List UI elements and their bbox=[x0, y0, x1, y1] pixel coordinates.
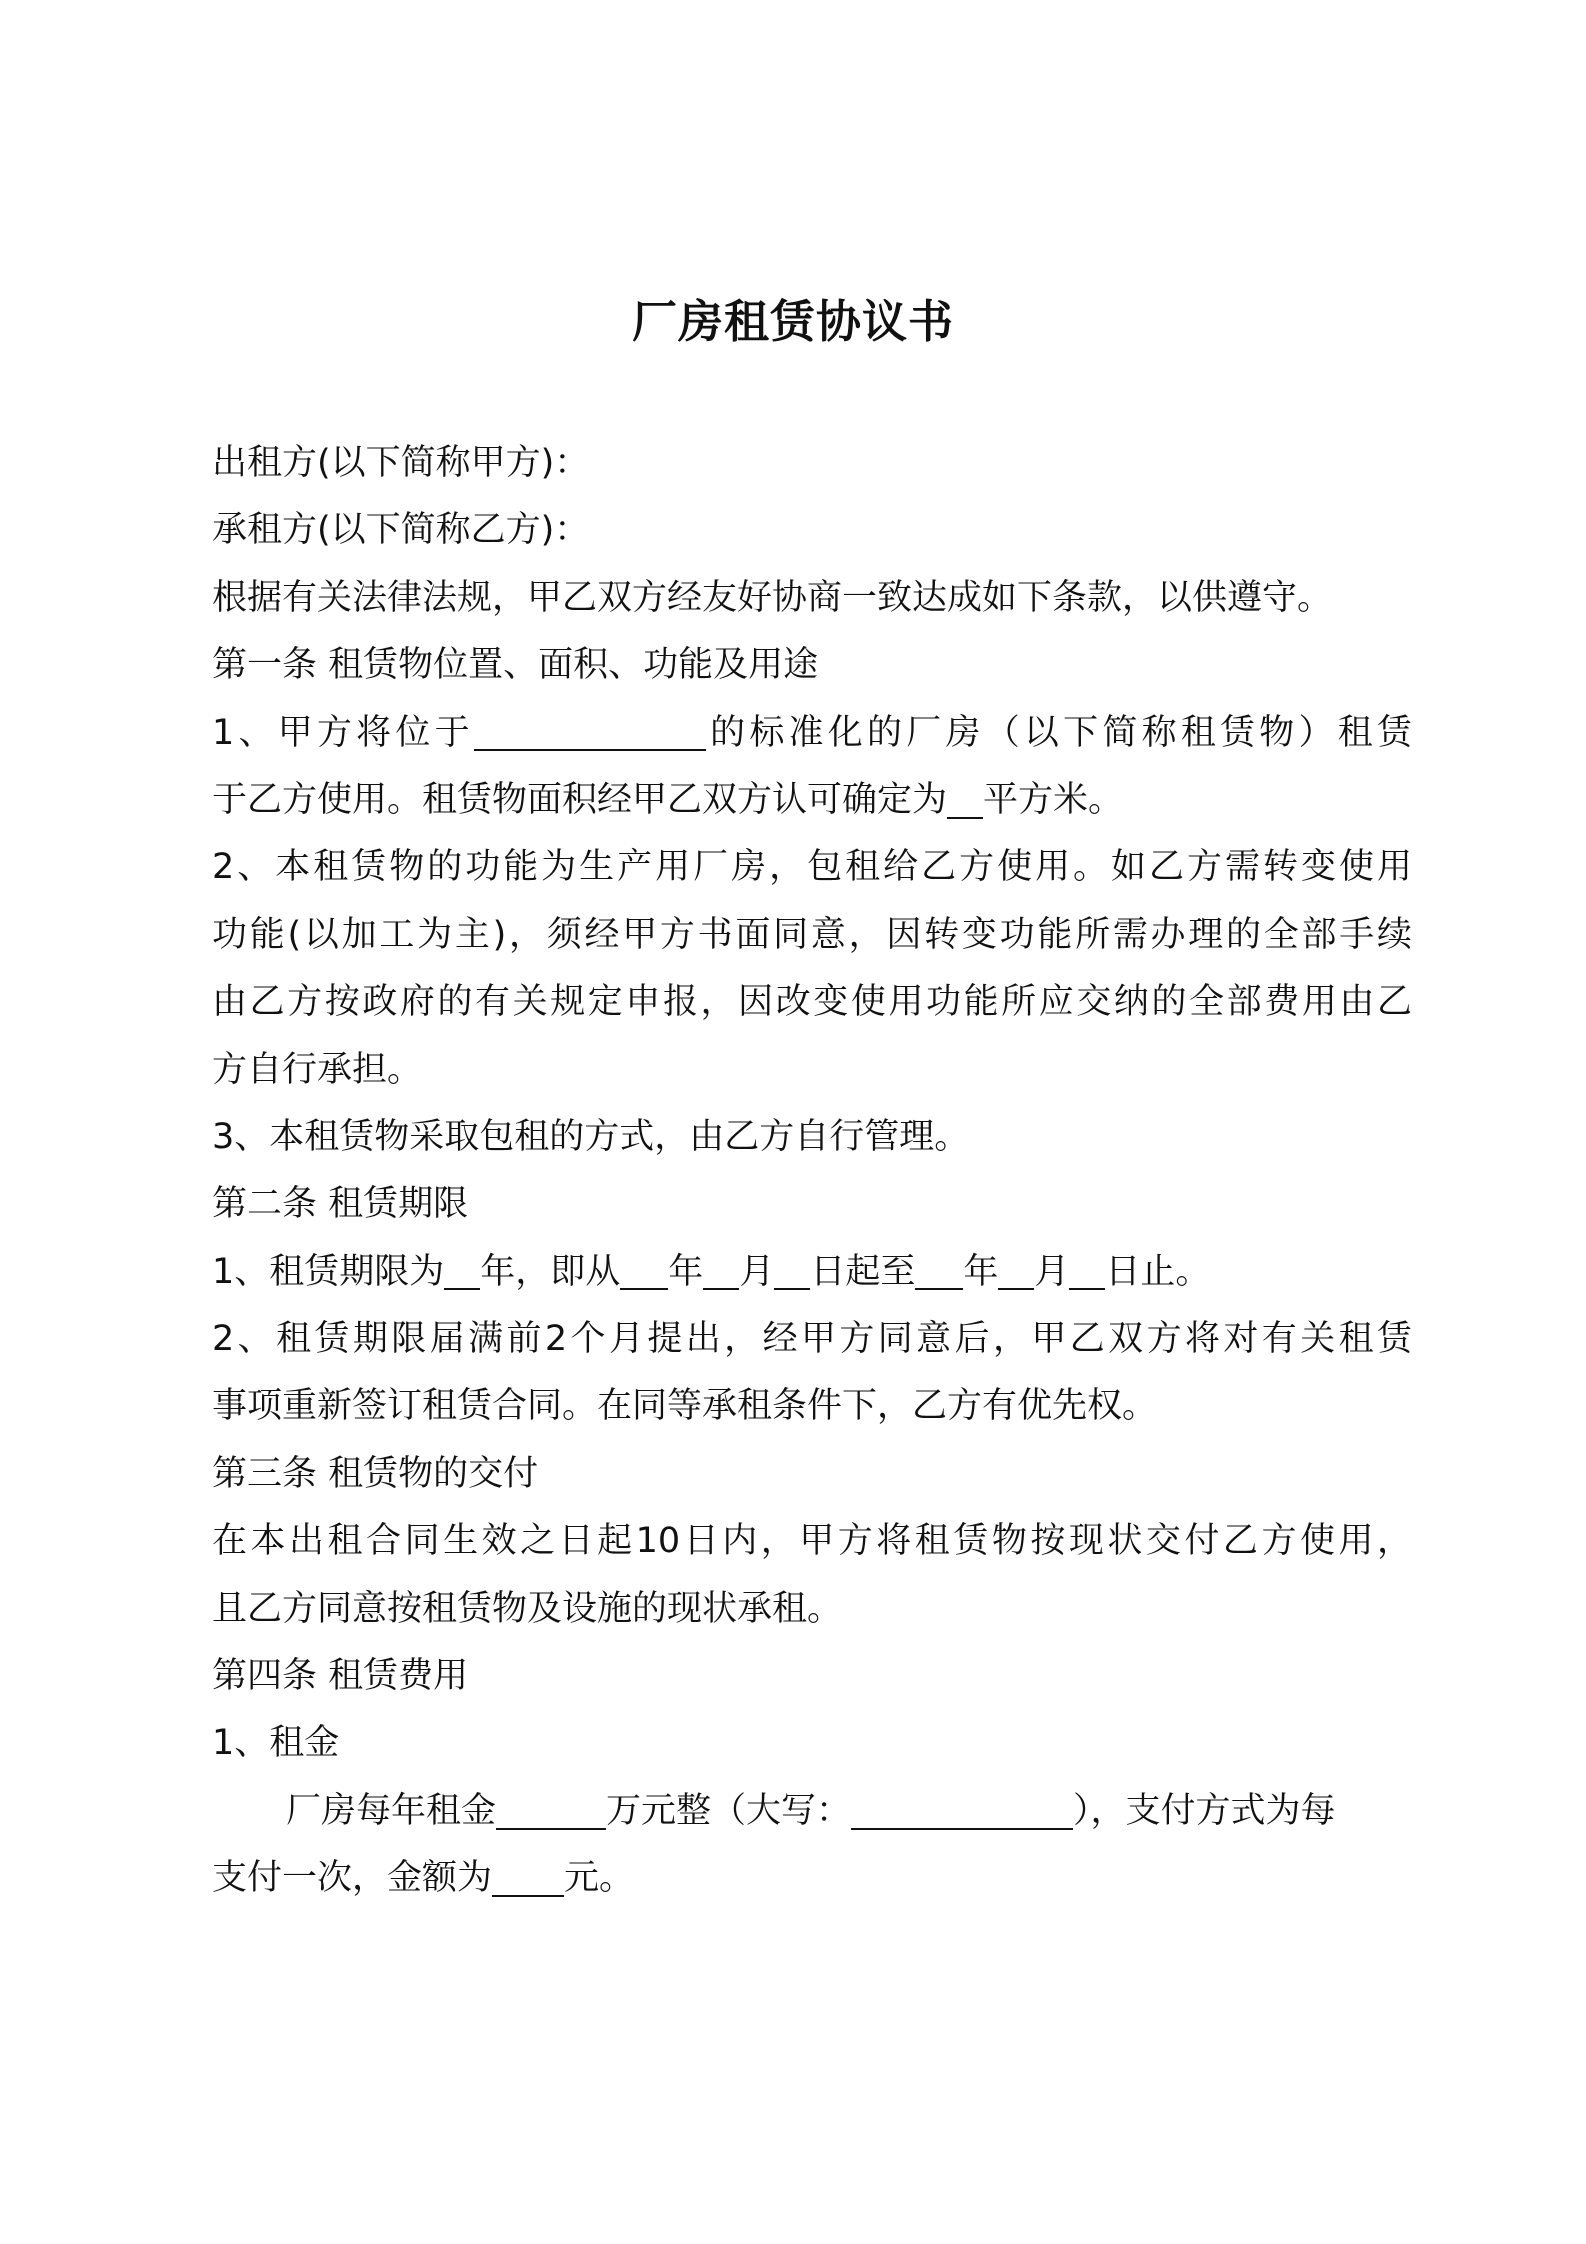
text-span: 的标准化的厂房（以下简称租赁物）租赁 bbox=[705, 712, 1412, 753]
preamble-line: 根据有关法律法规，甲乙双方经友好协商一致达成如下条款，以供遵守。 bbox=[212, 577, 1333, 618]
text-span: 1、甲方将位于 bbox=[212, 712, 474, 753]
term-years-blank bbox=[444, 1252, 480, 1291]
article-1-clause-1-line-1 bbox=[212, 700, 1412, 767]
lessor-line: 出租方(以下简称甲方)： bbox=[212, 443, 590, 483]
start-year-blank bbox=[620, 1252, 668, 1291]
text-span: 日止。 bbox=[1105, 1251, 1211, 1292]
text-span: 日起至 bbox=[810, 1251, 916, 1292]
text-span: 于乙方使用。租赁物面积经甲乙双方认可确定为 bbox=[212, 779, 948, 820]
article-2-clause-1 bbox=[212, 1239, 1412, 1306]
article-2-clause-2-line-2: 事项重新签订租赁合同。在同等承租条件下，乙方有优先权。 bbox=[212, 1386, 1158, 1427]
text-span: 月 bbox=[1034, 1251, 1070, 1292]
article-1-clause-2-line-1: 2、本租赁物的功能为生产用厂房，包租给乙方使用。如乙方需转变使用 bbox=[212, 847, 1412, 888]
document-title: 厂房租赁协议书 bbox=[631, 295, 954, 348]
end-year-blank bbox=[915, 1252, 963, 1291]
article-4-sub-1: 1、租金 bbox=[212, 1723, 340, 1764]
article-1-clause-1-line-2 bbox=[212, 767, 1412, 834]
text-span: 平方米。 bbox=[983, 779, 1124, 820]
end-day-blank bbox=[1069, 1252, 1105, 1291]
article-3-line-2: 且乙方同意按租赁物及设施的现状承租。 bbox=[212, 1588, 843, 1629]
lessee-line: 承租方(以下简称乙方)： bbox=[212, 510, 590, 551]
rent-in-words-blank bbox=[851, 1791, 1073, 1830]
document-body bbox=[212, 430, 1412, 1913]
text-span: 1、租赁期限为 bbox=[212, 1251, 445, 1292]
rent-line-2 bbox=[212, 1845, 1412, 1912]
article-1-clause-2-line-3: 由乙方按政府的有关规定申报，因改变使用功能所应交纳的全部费用由乙 bbox=[212, 982, 1412, 1023]
article-2-heading: 第二条 租赁期限 bbox=[212, 1184, 469, 1225]
text-span: ），支付方式为每 bbox=[1073, 1790, 1336, 1831]
article-3-line-1: 在本出租合同生效之日起10日内，甲方将租赁物按现状交付乙方使用， bbox=[212, 1521, 1412, 1562]
start-month-blank bbox=[703, 1252, 739, 1291]
area-blank bbox=[947, 780, 983, 819]
article-2-clause-2-line-1: 2、租赁期限届满前2个月提出，经甲方同意后，甲乙双方将对有关租赁 bbox=[212, 1319, 1412, 1360]
article-1-heading: 第一条 租赁物位置、面积、功能及用途 bbox=[212, 645, 819, 686]
article-3-heading: 第三条 租赁物的交付 bbox=[212, 1453, 539, 1494]
text-span: 支付一次，金额为 bbox=[212, 1858, 493, 1899]
payment-amount-blank bbox=[492, 1858, 564, 1897]
article-1-clause-2-line-2: 功能(以加工为主)，须经甲方书面同意，因转变功能所需办理的全部手续 bbox=[212, 914, 1412, 955]
text-span: 年 bbox=[963, 1251, 999, 1292]
text-span: 年 bbox=[668, 1251, 704, 1292]
article-1-clause-3: 3、本租赁物采取包租的方式，由乙方自行管理。 bbox=[212, 1116, 970, 1157]
start-day-blank bbox=[774, 1252, 810, 1291]
text-span: 月 bbox=[739, 1251, 775, 1292]
annual-rent-blank bbox=[496, 1791, 606, 1830]
end-month-blank bbox=[998, 1252, 1034, 1291]
article-1-clause-2-line-4: 方自行承担。 bbox=[212, 1049, 423, 1090]
text-span: 年，即从 bbox=[480, 1251, 621, 1292]
text-span: 万元整（大写： bbox=[606, 1790, 852, 1831]
location-blank bbox=[474, 713, 706, 752]
text-span: 厂房每年租金 bbox=[286, 1790, 497, 1831]
text-span: 元。 bbox=[564, 1858, 635, 1899]
article-4-heading: 第四条 租赁费用 bbox=[212, 1656, 469, 1697]
rent-line-1 bbox=[212, 1778, 1412, 1845]
